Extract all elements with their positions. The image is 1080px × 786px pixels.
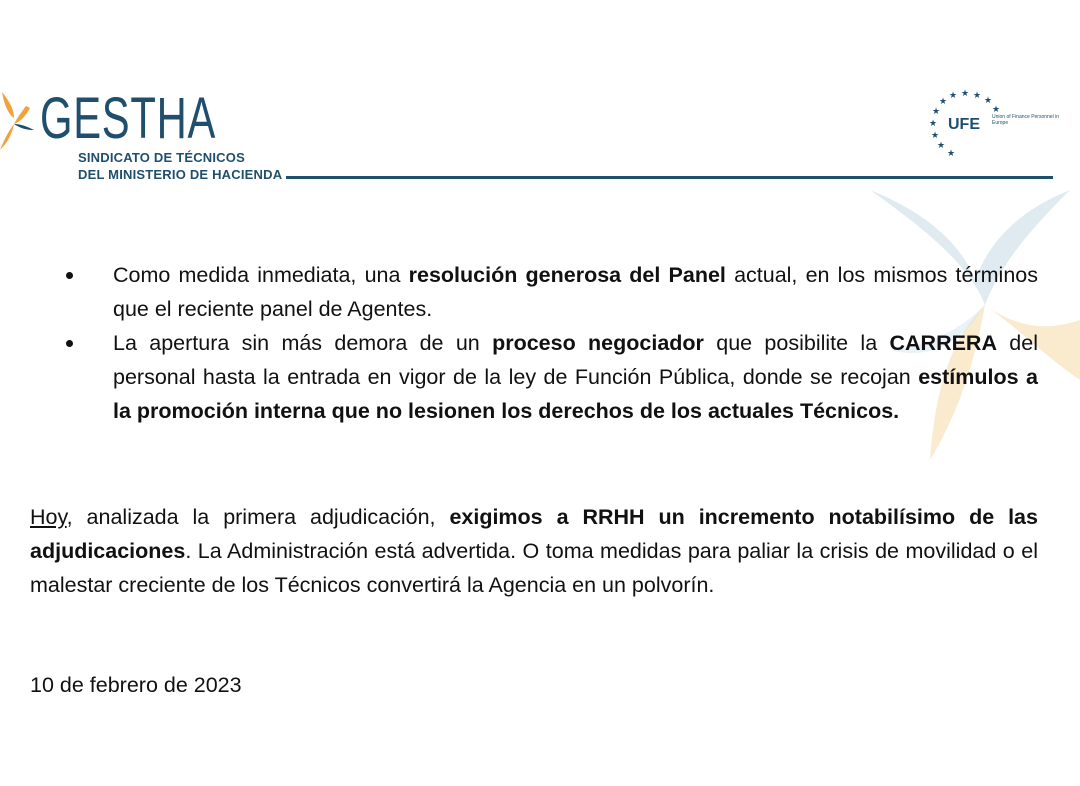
bullet-item [66, 258, 1038, 326]
svg-text:★: ★ [937, 140, 946, 150]
svg-text:★: ★ [949, 90, 958, 100]
gestha-logo-line1: SINDICATO DE TÉCNICOS [78, 150, 245, 165]
svg-text:★: ★ [947, 148, 956, 158]
svg-text:★: ★ [961, 88, 970, 98]
svg-text:★: ★ [929, 118, 938, 128]
text-segment: La apertura sin más demora de un [113, 331, 493, 355]
text-segment: actual, en los mismos términos que el reciente panel de Agentes. [113, 263, 1038, 321]
text-segment: resolución generosa del Panel [408, 263, 726, 287]
text-segment: exigimos a RRHH un incremento notabilísimo de las adjudicaciones [30, 505, 1038, 563]
text-segment: Como medida inmediata, una [113, 263, 409, 287]
svg-text:★: ★ [939, 96, 948, 106]
svg-text:★: ★ [984, 95, 993, 105]
text-segment: Hoy [30, 505, 67, 529]
svg-text:★: ★ [932, 106, 941, 116]
text-segment: . La Administración está advertida. O toma medidas para paliar la crisis de movilidad o el malestar creciente de los Técnicos convertirá la Agencia en un polvorín. [30, 539, 1038, 597]
bullet-list [66, 258, 1038, 428]
gestha-logo-line2: DEL MINISTERIO DE HACIENDA [78, 167, 283, 182]
text-segment: CARRERA [889, 331, 997, 355]
ufe-logo [928, 86, 1058, 160]
text-segment: que posibilite la [703, 331, 890, 355]
text-segment: estímulos a la promoción interna que no lesionen los derechos de los actuales Técnicos. [113, 365, 1038, 423]
svg-text:★: ★ [931, 130, 940, 140]
svg-text:★: ★ [992, 104, 1001, 114]
closing-paragraph [30, 500, 1038, 602]
text-segment: proceso negociador [492, 331, 704, 355]
bullet-dot-icon [66, 272, 73, 279]
gestha-logo-wordmark: GESTHA [40, 86, 217, 151]
text-segment: , analizada la primera adjudicación, [66, 505, 450, 529]
gestha-logo-emblem-icon [0, 84, 36, 154]
header-divider [286, 176, 1053, 179]
svg-text:★: ★ [973, 90, 982, 100]
bullet-dot-icon [66, 340, 73, 347]
ufe-logo-wordmark: UFE [948, 116, 980, 133]
document-date: 10 de febrero de 2023 [30, 673, 242, 697]
bullet-item [66, 326, 1038, 428]
text-segment: del personal hasta la entrada en vigor de la ley de Función Pública, donde se recojan [113, 331, 1038, 389]
ufe-logo-tagline: Union of Finance Personnel in Europe [992, 114, 1059, 126]
